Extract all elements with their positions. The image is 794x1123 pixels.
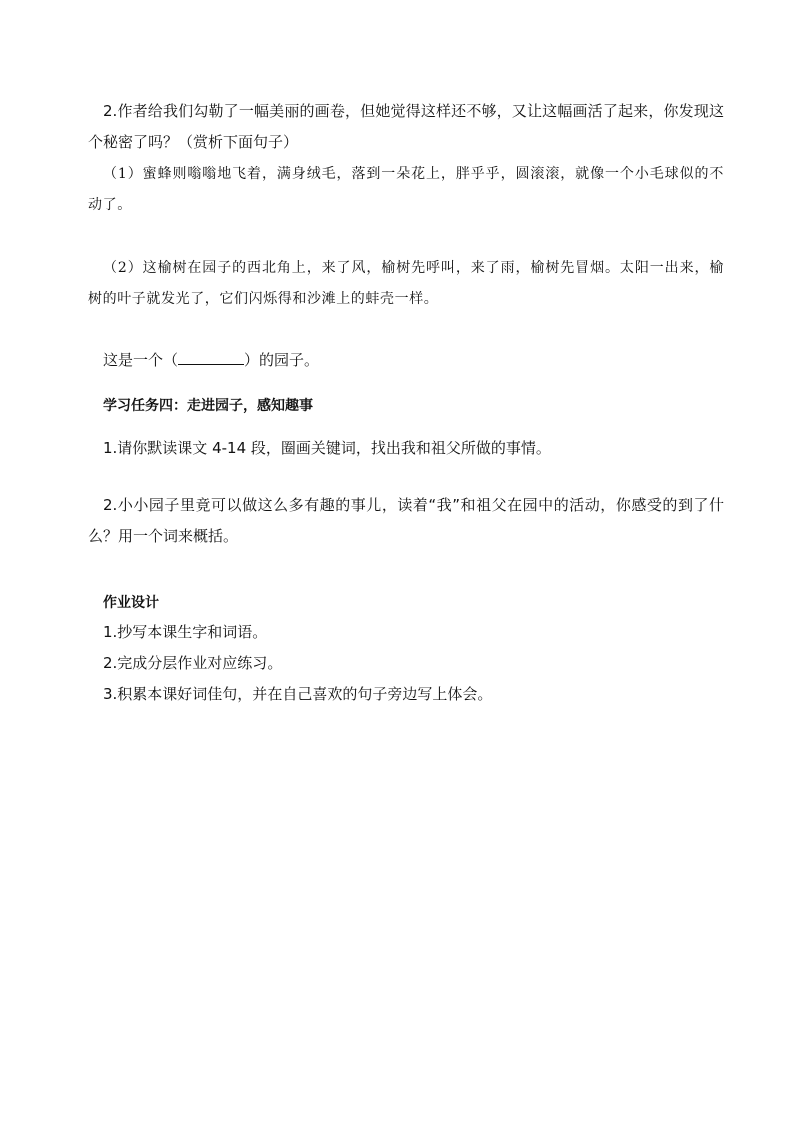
- fill-in-suffix: ）的园子。: [244, 351, 320, 369]
- task-four-question-1: 1.请你默读课文 4-14 段，圈画关键词，找出我和祖父所做的事情。: [103, 439, 551, 457]
- task-three-question-2: 2.作者给我们勾勒了一幅美丽的画卷，但她觉得这样还不够，又让这幅画活了起来，你发现这个秘密了吗？（赏析下面句子）: [88, 102, 724, 151]
- appreciation-sentence-1: （1）蜜蜂则嗡嗡地飞着，满身绒毛，落到一朵花上，胖乎乎，圆滚滚，就像一个小毛球似的不动了。: [88, 166, 724, 213]
- fill-in-blank[interactable]: [178, 349, 244, 365]
- fill-in-prefix: 这是一个（: [103, 351, 179, 369]
- fill-in-sentence: [88, 345, 724, 376]
- homework-item-1: 1.抄写本课生字和词语。: [103, 623, 268, 641]
- appreciation-sentence-2: （2）这榆树在园子的西北角上，来了风，榆树先呼叫，来了雨，榆树先冒烟。太阳一出来，榆树的叶子就发光了，它们闪烁得和沙滩上的蚌壳一样。: [88, 260, 724, 307]
- task-four-question-2: 2.小小园子里竟可以做这么多有趣的事儿，读着“我”和祖父在园中的活动，你感受的到了什么？用一个词来概括。: [88, 496, 724, 545]
- task-four-heading: 学习任务四：走进园子，感知趣事: [103, 398, 313, 414]
- homework-item-2: 2.完成分层作业对应练习。: [103, 654, 283, 672]
- homework-heading: 作业设计: [103, 595, 159, 611]
- homework-item-3: 3.积累本课好词佳句，并在自己喜欢的句子旁边写上体会。: [103, 685, 493, 703]
